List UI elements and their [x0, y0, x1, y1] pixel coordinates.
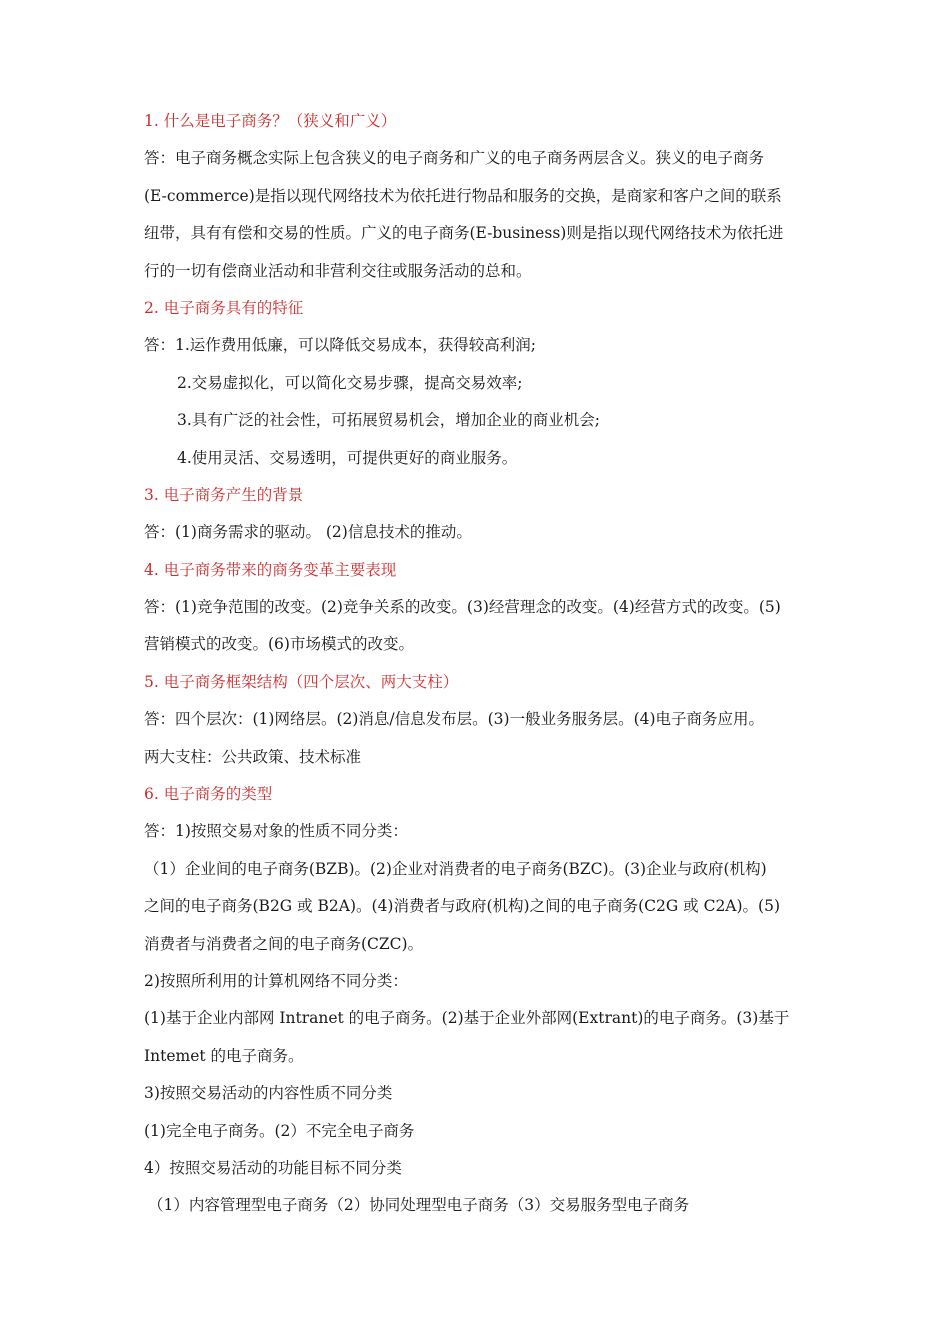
answer-line: 两大支柱：公共政策、技术标准 [144, 747, 362, 766]
answer-line: 之间的电子商务(B2G 或 B2A)。(4)消费者与政府(机构)之间的电子商务(C2G 或 C2A)。(5) [144, 897, 781, 916]
answer-line: 消费者与消费者之间的电子商务(CZC)。 [144, 934, 424, 953]
answer-line: 2.交易虚拟化，可以简化交易步骤，提高交易效率; [177, 373, 523, 392]
answer-line: 答：1.运作费用低廉，可以降低交易成本，获得较高利润; [144, 336, 537, 355]
answer-line: 2)按照所利用的计算机网络不同分类： [144, 971, 408, 990]
section-heading: 6. 电子商务的类型 [144, 785, 273, 804]
answer-line: 答：四个层次：(1)网络层。(2)消息/信息发布层。(3)一般业务服务层。(4)电子商务应用。 [144, 710, 765, 729]
section-heading: 5. 电子商务框架结构（四个层次、两大支柱） [144, 672, 459, 691]
answer-line: 答：电子商务概念实际上包含狭义的电子商务和广义的电子商务两层含义。狭义的电子商务 [144, 149, 765, 168]
answer-line: (1)基于企业内部网 Intranet 的电子商务。(2)基于企业外部网(Extrant)的电子商务。(3)基于 [144, 1009, 790, 1028]
answer-line: Intemet 的电子商务。 [144, 1046, 304, 1065]
answer-line: 答：1)按照交易对象的性质不同分类： [144, 822, 408, 841]
section-heading: 3. 电子商务产生的背景 [144, 485, 304, 504]
answer-line: 3)按照交易活动的内容性质不同分类 [144, 1084, 393, 1103]
answer-line: (E-commerce)是指以现代网络技术为依托进行物品和服务的交换，是商家和客户之间的联系 [144, 186, 782, 205]
section-heading: 4. 电子商务带来的商务变革主要表现 [144, 560, 397, 579]
answer-line: 答：(1)商务需求的驱动。 (2)信息技术的推动。 [144, 523, 472, 542]
answer-line: （1）内容管理型电子商务（2）协同处理型电子商务（3）交易服务型电子商务 [148, 1196, 690, 1215]
answer-line: 答：(1)竞争范围的改变。(2)竞争关系的改变。(3)经营理念的改变。(4)经营方式的改变。(5) [144, 598, 781, 617]
answer-line: 4.使用灵活、交易透明，可提供更好的商业服务。 [177, 448, 518, 467]
section-heading: 2. 电子商务具有的特征 [144, 298, 304, 317]
section-heading: 1. 什么是电子商务？（狭义和广义） [144, 112, 397, 130]
answer-line: 3.具有广泛的社会性，可拓展贸易机会，增加企业的商业机会; [177, 411, 601, 430]
answer-line: 4）按照交易活动的功能目标不同分类 [144, 1158, 402, 1177]
answer-line: 营销模式的改变。(6)市场模式的改变。 [144, 635, 414, 654]
answer-line: 行的一切有偿商业活动和非营利交往或服务活动的总和。 [144, 261, 532, 280]
answer-line: (1)完全电子商务。(2）不完全电子商务 [144, 1121, 415, 1140]
answer-line: （1）企业间的电子商务(BZB)。(2)企业对消费者的电子商务(BZC)。(3)企业与政府(机构) [144, 859, 767, 878]
answer-line: 纽带，具有有偿和交易的性质。广义的电子商务(E-business)则是指以现代网络技术为依托进 [144, 224, 784, 243]
document-page [144, 103, 812, 1225]
